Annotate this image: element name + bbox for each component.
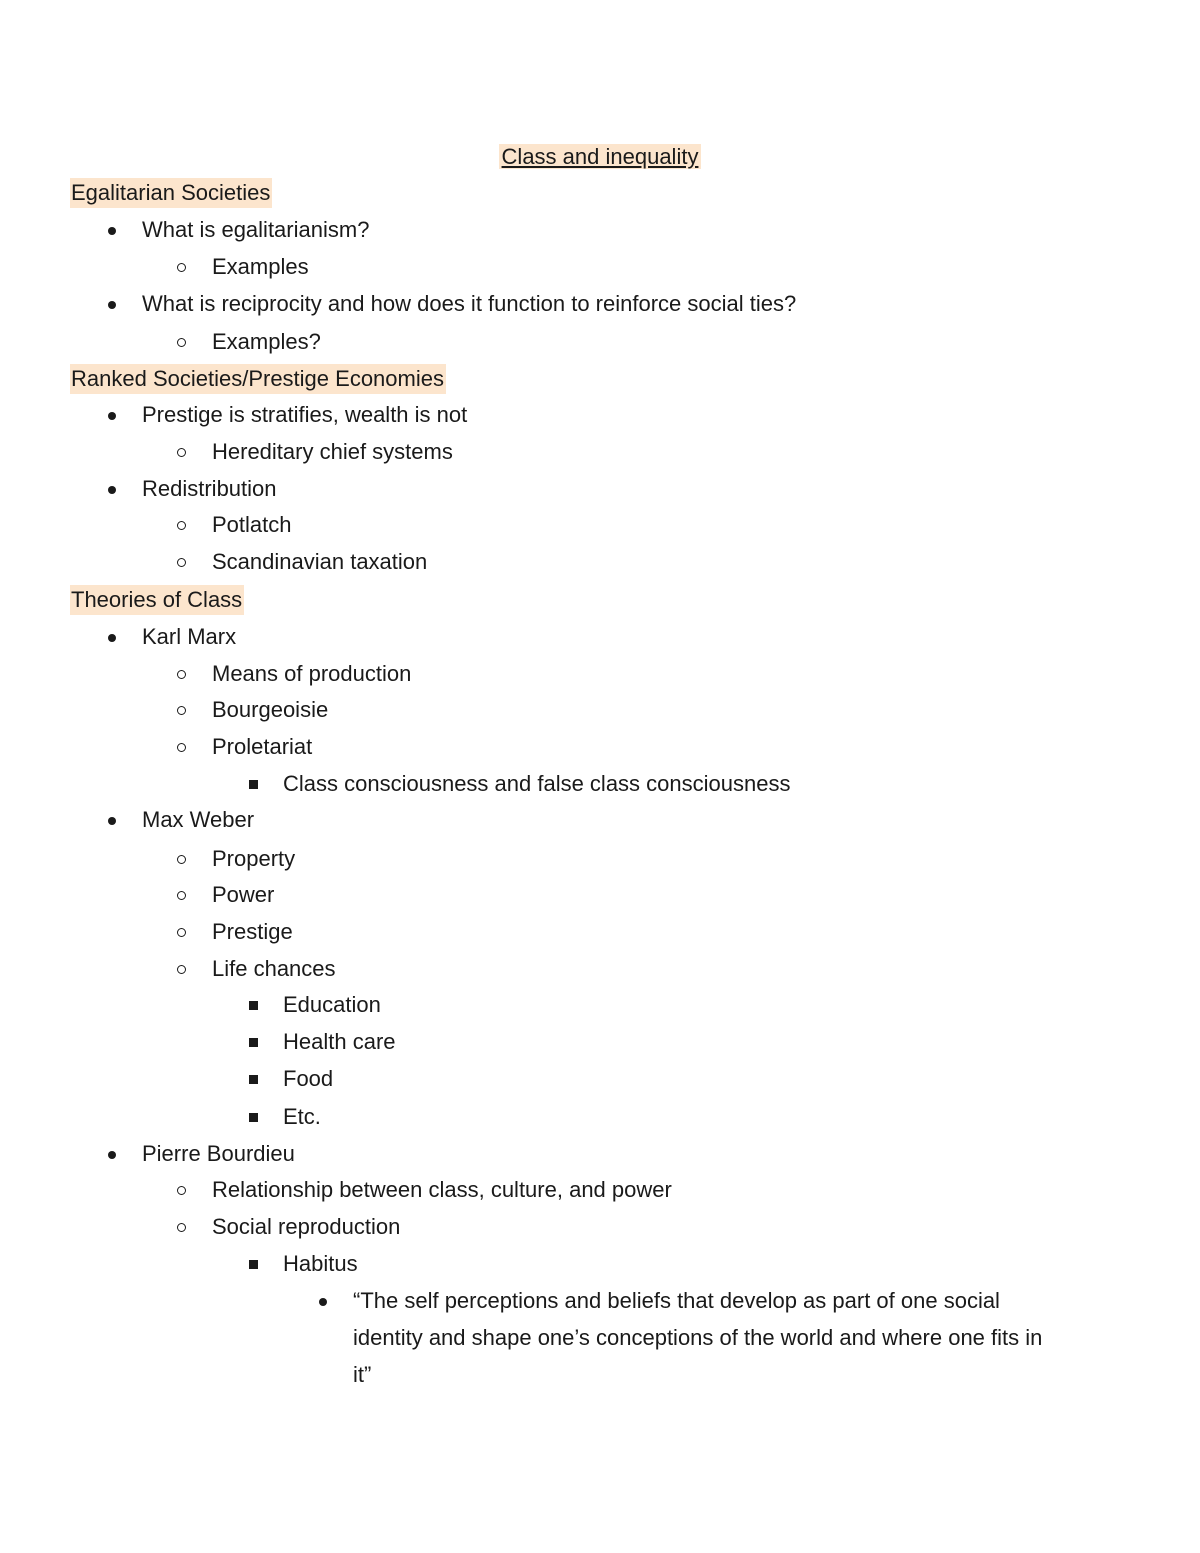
list-item: Life chances — [212, 954, 336, 984]
bullet-disc-icon — [108, 1139, 128, 1169]
bullet-circle-icon — [177, 252, 197, 282]
bullet-disc-icon — [108, 289, 128, 319]
list-item: Examples? — [212, 327, 321, 357]
list-item: Pierre Bourdieu — [142, 1139, 295, 1169]
bullet-square-icon — [249, 769, 269, 799]
list-item: Social reproduction — [212, 1212, 400, 1242]
bullet-circle-icon — [177, 844, 197, 874]
list-item: What is reciprocity and how does it function to reinforce social ties? — [142, 289, 796, 319]
list-item: Max Weber — [142, 805, 254, 835]
list-item: Property — [212, 844, 295, 874]
bullet-circle-icon — [177, 659, 197, 689]
bullet-circle-icon — [177, 880, 197, 910]
bullet-circle-icon — [177, 437, 197, 467]
quote-line: “The self perceptions and beliefs that develop as part of one social — [353, 1286, 1000, 1316]
bullet-disc-icon — [108, 474, 128, 504]
bullet-disc-icon — [108, 622, 128, 652]
list-item: Redistribution — [142, 474, 277, 504]
bullet-circle-icon — [177, 510, 197, 540]
list-item: Karl Marx — [142, 622, 236, 652]
list-item: Bourgeoisie — [212, 695, 328, 725]
section-heading-ranked-societies: Ranked Societies/Prestige Economies — [70, 364, 446, 394]
list-item: What is egalitarianism? — [142, 215, 369, 245]
section-heading-theories-of-class: Theories of Class — [70, 585, 244, 615]
bullet-disc-icon — [108, 805, 128, 835]
list-item: Prestige — [212, 917, 293, 947]
list-item: Proletariat — [212, 732, 312, 762]
list-item: Examples — [212, 252, 309, 282]
list-item: Hereditary chief systems — [212, 437, 453, 467]
quote-line: identity and shape one’s conceptions of the world and where one fits in — [353, 1325, 1043, 1350]
bullet-circle-icon — [177, 732, 197, 762]
list-item: Habitus — [283, 1249, 358, 1279]
document-title: Class and inequality — [0, 142, 1200, 172]
bullet-square-icon — [249, 1102, 269, 1132]
bullet-disc-icon — [108, 215, 128, 245]
bullet-square-icon — [249, 990, 269, 1020]
list-item: Relationship between class, culture, and power — [212, 1175, 672, 1205]
bullet-square-icon — [249, 1064, 269, 1094]
list-item: Potlatch — [212, 510, 292, 540]
list-item: Scandinavian taxation — [212, 547, 427, 577]
list-item: Prestige is stratifies, wealth is not — [142, 400, 467, 430]
list-item: Class consciousness and false class consciousness — [283, 769, 790, 799]
bullet-square-icon — [249, 1027, 269, 1057]
bullet-circle-icon — [177, 547, 197, 577]
bullet-circle-icon — [177, 1212, 197, 1242]
bullet-circle-icon — [177, 917, 197, 947]
bullet-disc-icon — [319, 1286, 339, 1316]
bullet-disc-icon — [108, 400, 128, 430]
quote-line: it” — [353, 1362, 372, 1387]
list-item: Health care — [283, 1027, 396, 1057]
section-heading-egalitarian: Egalitarian Societies — [70, 178, 272, 208]
list-item: Education — [283, 990, 381, 1020]
bullet-circle-icon — [177, 954, 197, 984]
list-item: Etc. — [283, 1102, 321, 1132]
bullet-circle-icon — [177, 695, 197, 725]
list-item: Power — [212, 880, 274, 910]
list-item: Means of production — [212, 659, 411, 689]
bullet-square-icon — [249, 1249, 269, 1279]
list-item: Food — [283, 1064, 333, 1094]
bullet-circle-icon — [177, 327, 197, 357]
bullet-circle-icon — [177, 1175, 197, 1205]
